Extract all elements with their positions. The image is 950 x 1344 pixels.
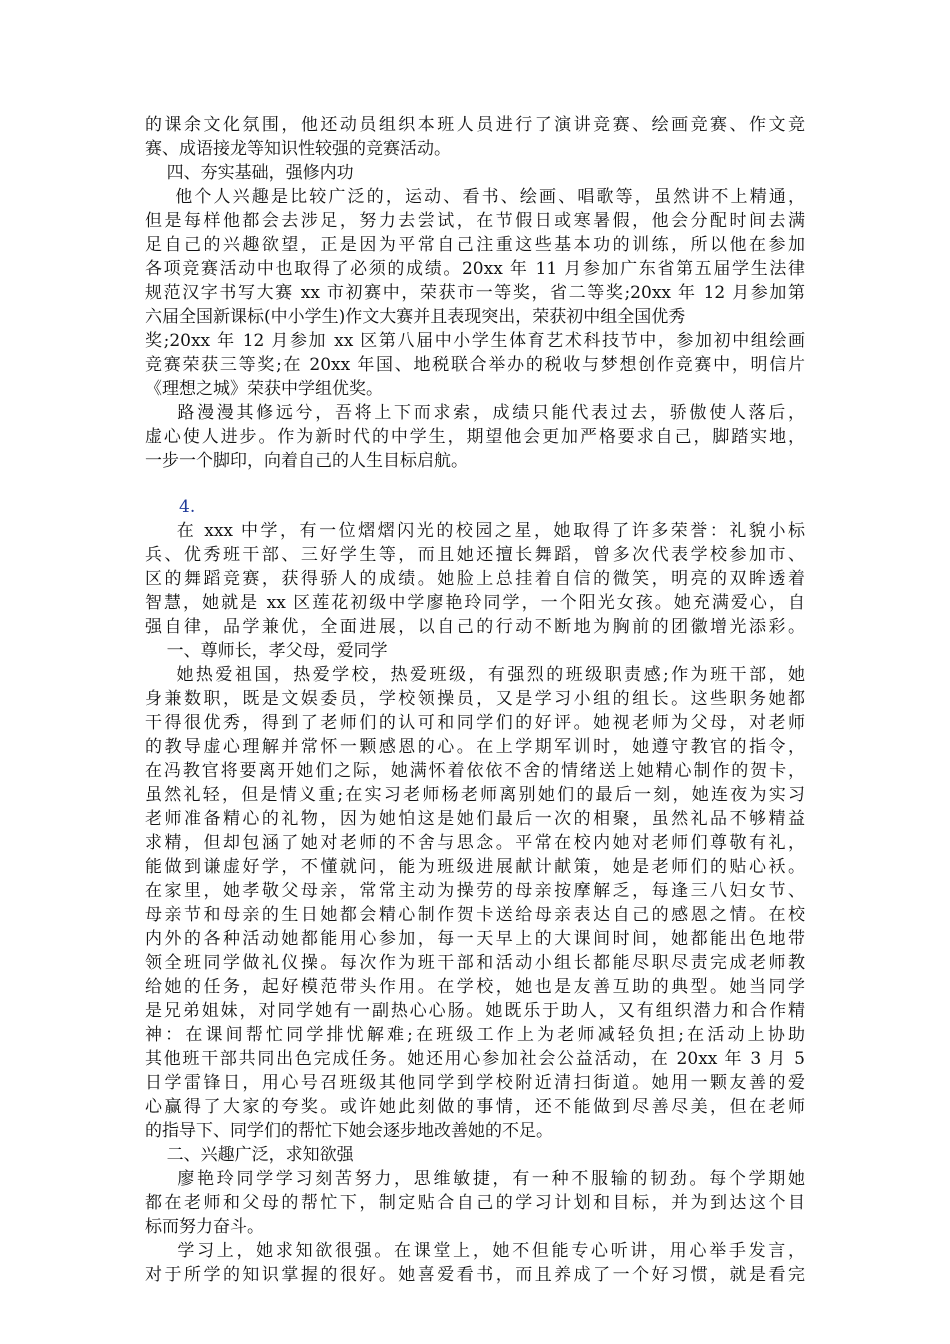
- text-line: 的教导虚心理解并常怀一颗感恩的心。在上学期军训时，她遵守教官的指令，: [145, 737, 805, 757]
- text-line: 六届全国新课标(中小学生)作文大赛并且表现突出，荣获初中组全国优秀: [145, 307, 686, 327]
- text-line: 一步一个脚印，向着自己的人生目标启航。: [145, 451, 468, 471]
- text-line: 智慧，她就是 xx 区莲花初级中学廖艳玲同学，一个阳光女孩。她充满爱心，自: [145, 593, 805, 613]
- text-line: 对于所学的知识掌握的很好。她喜爱看书，而且养成了一个好习惯，就是看完: [145, 1265, 805, 1285]
- text-line: 强自律，品学兼优，全面进展，以自己的行动不断地为胸前的团徽增光添彩。: [145, 617, 805, 637]
- text-line: 其他班干部共同出色完成任务。她还用心参加社会公益活动，在 20xx 年 3 月 5: [145, 1049, 805, 1069]
- text-line: 赛、成语接龙等知识性较强的竞赛活动。: [145, 139, 451, 159]
- text-line: 求精，但却包涵了她对老师的不舍与思念。平常在校内她对老师们尊敬有礼，: [145, 833, 805, 853]
- text-line: 竞赛荣获三等奖;在 20xx 年国、地税联合举办的税收与梦想创作竞赛中，明信片: [145, 355, 805, 375]
- text-line: 身兼数职，既是文娱委员，学校领操员，又是学习小组的组长。这些职务她都: [145, 689, 805, 709]
- text-line: 母亲节和母亲的生日她都会精心制作贺卡送给母亲表达自己的感恩之情。在校: [145, 905, 805, 925]
- text-line: 四、夯实基础，强修内功: [145, 163, 354, 183]
- text-line: 给她的任务，起好模范带头作用。在学校，她也是友善互助的典型。她当同学: [145, 977, 805, 997]
- section-number: 4.: [179, 497, 196, 517]
- text-line: 日学雷锋日，用心号召班级其他同学到学校附近清扫街道。她用一颗友善的爱: [145, 1073, 805, 1093]
- text-line: 足自己的兴趣欲望，正是因为平常自己注重这些基本功的训练，所以他在参加: [145, 235, 805, 255]
- paragraph-block-2: [145, 519, 805, 1287]
- text-line: 在家里，她孝敬父母亲，常常主动为操劳的母亲按摩解乏，每逢三八妇女节、: [145, 881, 805, 901]
- text-line: 心赢得了大家的夸奖。或许她此刻做的事情，还不能做到尽善尽美，但在老师: [145, 1097, 805, 1117]
- document-page: [145, 113, 805, 1287]
- text-line: 的指导下、同学们的帮忙下她会逐步地改善她的不足。: [145, 1121, 553, 1141]
- text-line: 兵、优秀班干部、三好学生等，而且她还擅长舞蹈，曾多次代表学校参加市、: [145, 545, 805, 565]
- text-line: 廖艳玲同学学习刻苦努力，思维敏捷，有一种不服输的韧劲。每个学期她: [145, 1169, 805, 1189]
- text-line: 的课余文化氛围，他还动员组织本班人员进行了演讲竞赛、绘画竞赛、作文竞: [145, 115, 805, 135]
- text-line: 二、兴趣广泛，求知欲强: [145, 1145, 354, 1165]
- text-line: 神：在课间帮忙同学排忧解难;在班级工作上为老师减轻负担;在活动上协助: [145, 1025, 805, 1045]
- text-line: 《理想之城》荣获中学组优奖。: [145, 379, 383, 399]
- text-line: 干得很优秀，得到了老师们的认可和同学们的好评。她视老师为父母，对老师: [145, 713, 805, 733]
- text-line: 领全班同学做礼仪操。每次作为班干部和活动小组长都能尽职尽责完成老师教: [145, 953, 805, 973]
- text-line: 标而努力奋斗。: [145, 1217, 264, 1237]
- text-line: 规范汉字书写大赛 xx 市初赛中，荣获市一等奖，省二等奖;20xx 年 12 月参加第: [145, 283, 805, 303]
- paragraph-block-1: [145, 113, 805, 473]
- text-line: 能做到谦虚好学，不懂就问，能为班级进展献计献策，她是老师们的贴心袄。: [145, 857, 805, 877]
- text-line: 在 xxx 中学，有一位熠熠闪光的校园之星，她取得了许多荣誉：礼貌小标: [145, 521, 805, 541]
- text-line: 他个人兴趣是比较广泛的，运动、看书、绘画、唱歌等，虽然讲不上精通，: [145, 187, 805, 207]
- text-line: 但是每样他都会去涉足，努力去尝试，在节假日或寒暑假，他会分配时间去满: [145, 211, 805, 231]
- text-line: 一、尊师长，孝父母，爱同学: [145, 641, 388, 661]
- spacer: [145, 473, 805, 495]
- text-line: 内外的各种活动她都能用心参加，每一天早上的大课间时间，她都能出色地带: [145, 929, 805, 949]
- text-line: 在冯教官将要离开她们之际，她满怀着依依不舍的情绪送上她精心制作的贺卡，: [145, 761, 805, 781]
- text-line: 路漫漫其修远兮，吾将上下而求索，成绩只能代表过去，骄傲使人落后，: [145, 403, 805, 423]
- text-line: 都在老师和父母的帮忙下，制定贴合自己的学习计划和目标，并为到达这个目: [145, 1193, 805, 1213]
- text-line: 虚心使人进步。作为新时代的中学生，期望他会更加严格要求自己，脚踏实地，: [145, 427, 805, 447]
- text-line: 奖;20xx 年 12 月参加 xx 区第八届中小学生体育艺术科技节中，参加初中组绘画: [145, 331, 805, 351]
- text-line: 学习上，她求知欲很强。在课堂上，她不但能专心听讲，用心举手发言，: [145, 1241, 805, 1261]
- text-line: 是兄弟姐妹，对同学她有一副热心心肠。她既乐于助人，又有组织潜力和合作精: [145, 1001, 805, 1021]
- text-line: 各项竞赛活动中也取得了必须的成绩。20xx 年 11 月参加广东省第五届学生法律: [145, 259, 805, 279]
- text-line: 虽然礼轻，但是情义重;在实习老师杨老师离别她们的最后一刻，她连夜为实习: [145, 785, 805, 805]
- text-line: 她热爱祖国，热爱学校，热爱班级，有强烈的班级职责感;作为班干部，她: [145, 665, 805, 685]
- text-line: 区的舞蹈竞赛，获得骄人的成绩。她脸上总挂着自信的微笑，明亮的双眸透着: [145, 569, 805, 589]
- text-line: 老师准备精心的礼物，因为她怕这是她们最后一次的相聚，虽然礼品不够精益: [145, 809, 805, 829]
